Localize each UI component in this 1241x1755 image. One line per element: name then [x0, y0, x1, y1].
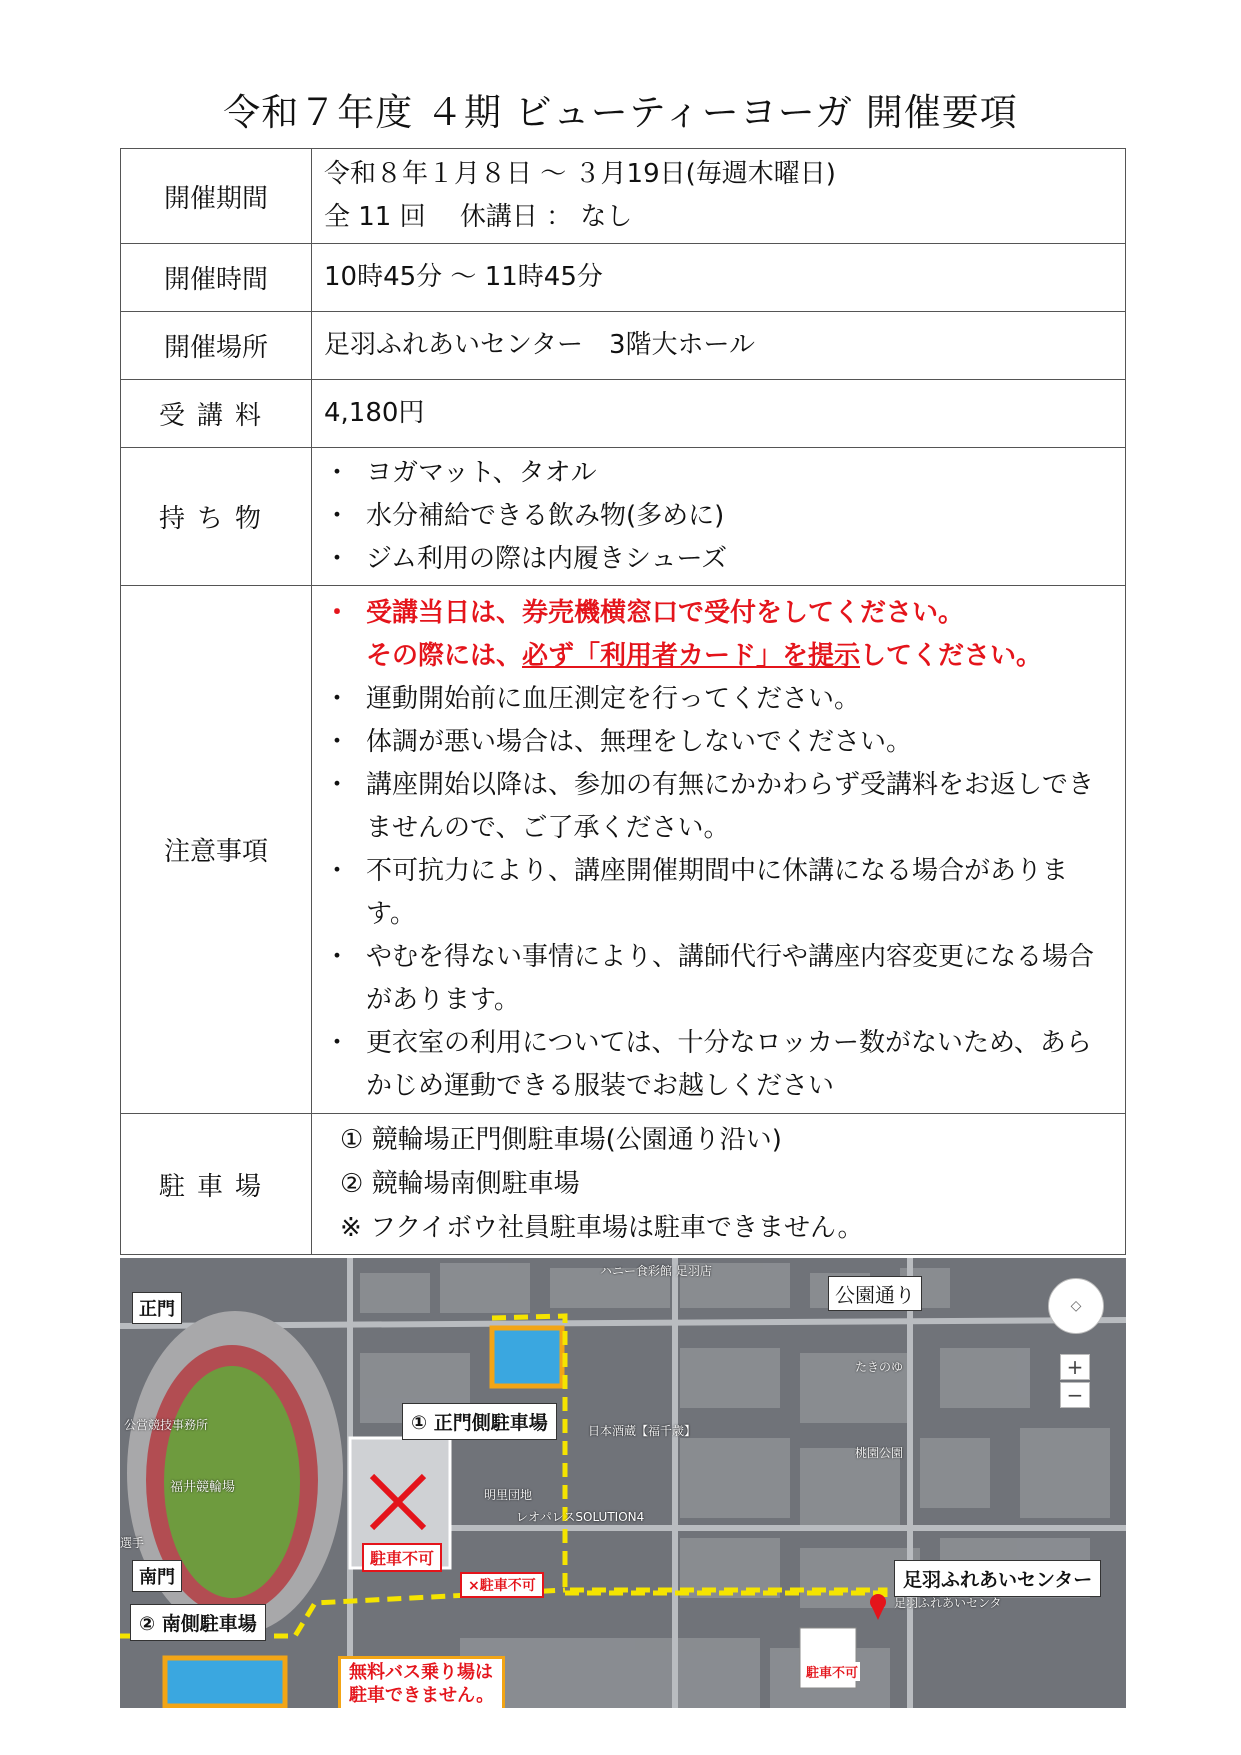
note-item: ・ 不可抗力により、講座開催期間中に休講になる場合があります。	[324, 850, 1113, 936]
row-period	[121, 149, 1126, 244]
label-time: 開催時間	[121, 244, 312, 312]
note-reception-line2a: その際には、	[366, 640, 523, 671]
row-time	[121, 244, 1126, 312]
row-parking	[121, 1114, 1126, 1255]
map-place-senshu: 選手	[120, 1536, 145, 1550]
value-notes	[312, 586, 1126, 1114]
note-item: ・ 運動開始前に血圧測定を行ってください。	[324, 678, 1113, 721]
parking-item: ① 競輪場正門側駐車場(公園通り沿い)	[340, 1125, 782, 1155]
page-title: 令和７年度 ４期 ビューティーヨーガ 開催要項	[223, 91, 1018, 134]
value-time: 10時45分 ～ 11時45分	[312, 244, 1126, 312]
row-place	[121, 312, 1126, 380]
schedule-table	[120, 148, 1126, 1255]
label-belongings: 持ち物	[121, 448, 312, 586]
bus-stop-note-line2: 駐車できません。	[349, 1685, 495, 1706]
note-reception-underlined: 必ず「利用者カード」を提示	[522, 640, 861, 671]
label-lot2: ② 南側駐車場	[130, 1604, 266, 1641]
bus-stop-note	[338, 1656, 505, 1708]
zoom-in-button[interactable]: +	[1060, 1354, 1090, 1380]
row-fee	[121, 380, 1126, 448]
label-notes: 注意事項	[121, 586, 312, 1114]
note-item: ・ 更衣室の利用については、十分なロッカー数がないため、あらかじめ運動できる服装でお越しください	[324, 1022, 1113, 1108]
label-lot1: ① 正門側駐車場	[402, 1403, 557, 1440]
label-parking: 駐車場	[121, 1114, 312, 1255]
map-place-tougen: 桃園公園	[855, 1446, 904, 1460]
label-koen-dori: 公園通り	[828, 1276, 922, 1311]
parking-item: ※ フクイボウ社員駐車場は駐車できません。	[340, 1213, 864, 1243]
no-parking-label-1: 駐車不可	[362, 1543, 442, 1572]
note-item: ・ 体調が悪い場合は、無理をしないでください。	[324, 721, 1113, 764]
map-place-keirin: 福井競輪場	[170, 1480, 236, 1495]
zoom-out-button[interactable]: −	[1060, 1382, 1090, 1408]
period-count: 全 11 回 休講日 ： なし	[324, 202, 633, 232]
map-graphics	[120, 1258, 1126, 1708]
map-place-center-pin: 足羽ふれあいセンタ	[894, 1596, 1002, 1610]
label-center: 足羽ふれあいセンター	[894, 1560, 1101, 1597]
note-reception-line1: 受講当日は、券売機横窓口で受付をしてください。	[366, 597, 965, 628]
bus-stop-note-line1: 無料バス乗り場は	[349, 1662, 493, 1683]
label-minamimon: 南門	[132, 1560, 182, 1592]
value-place: 足羽ふれあいセンター 3階大ホール	[312, 312, 1126, 380]
period-dates: 令和８年１月８日 ～ ３月19日(毎週木曜日)	[324, 159, 836, 189]
label-seimon: 正門	[132, 1292, 182, 1324]
row-belongings	[121, 448, 1126, 586]
note-item: ・ やむを得ない事情により、講師代行や講座内容変更になる場合があります。	[324, 936, 1113, 1022]
belonging-item: ・ ジム利用の際は内履きシューズ	[324, 538, 1113, 581]
label-place: 開催場所	[121, 312, 312, 380]
value-parking	[312, 1114, 1126, 1255]
map-place-leopalace: レオパレスSOLUTION4	[516, 1510, 645, 1524]
belonging-item: ・ ヨガマット、タオル	[324, 452, 1113, 495]
parking-map	[120, 1258, 1126, 1708]
compass-icon[interactable]: ◇	[1048, 1278, 1104, 1334]
map-place-shop: ハニー食彩館 足羽店	[600, 1264, 712, 1278]
label-period: 開催期間	[121, 149, 312, 244]
row-notes	[121, 586, 1126, 1114]
note-item: ・ 講座開始以降は、参加の有無にかかわらず受講料をお返しできませんので、ご了承ください。	[324, 764, 1113, 850]
map-place-meiri: 明里団地	[484, 1488, 533, 1502]
map-place-takinoyu: たきのゆ	[855, 1360, 904, 1374]
map-place-sake: 日本酒蔵【福千歳】	[588, 1424, 697, 1438]
note-reception-line2c: してください。	[860, 640, 1043, 671]
parking-item: ② 競輪場南側駐車場	[340, 1169, 580, 1199]
map-place-keirin-office: 公営競技事務所	[124, 1418, 209, 1432]
no-parking-label-2: ×駐車不可	[460, 1572, 544, 1598]
value-belongings	[312, 448, 1126, 586]
belonging-item: ・ 水分補給できる飲み物(多めに)	[324, 495, 1113, 538]
no-parking-label-3: 駐車不可	[804, 1662, 860, 1681]
value-fee: 4,180円	[312, 380, 1126, 448]
value-period	[312, 149, 1126, 244]
note-reception	[324, 592, 1113, 678]
label-fee: 受講料	[121, 380, 312, 448]
